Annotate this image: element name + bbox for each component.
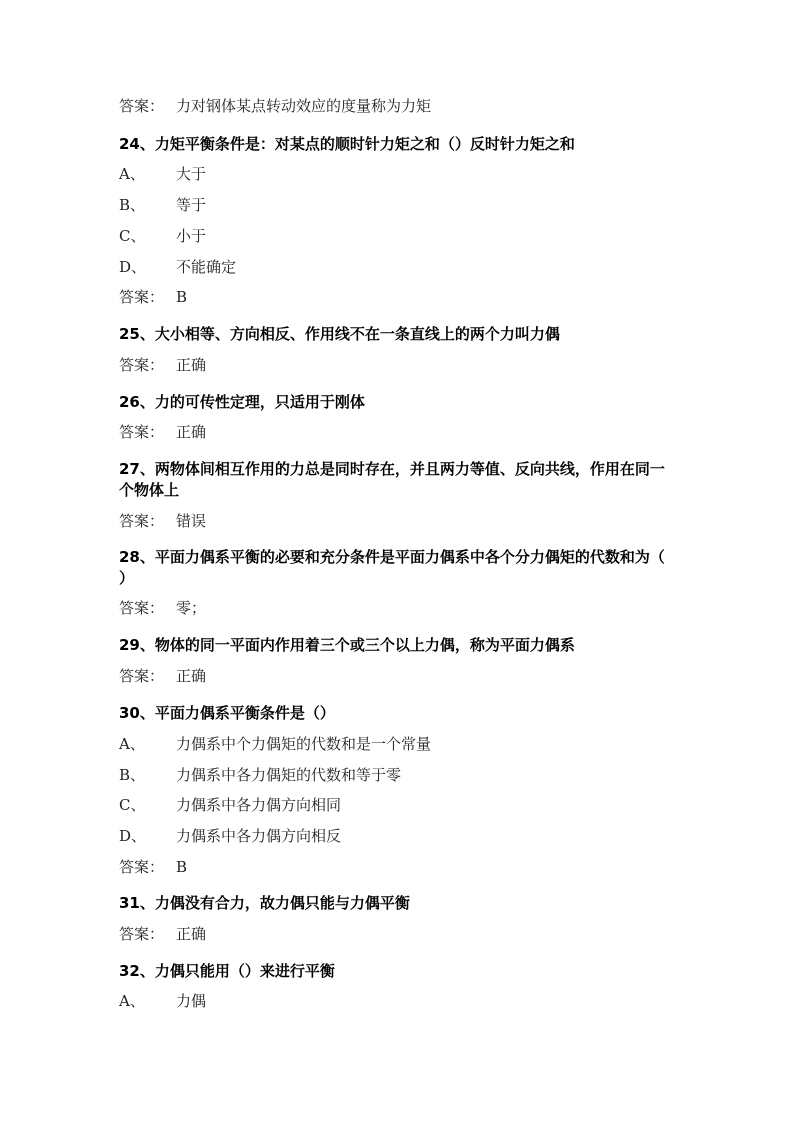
answer-line [119,96,679,116]
option-text: 不能确定 [176,258,237,276]
question-26: 26、力的可传性定理，只适用于刚体 [119,393,365,411]
answer-line [119,924,679,944]
option-a [119,991,679,1011]
option-text: 力偶系中各力偶方向相反 [176,827,342,845]
answer-label: 答案： [119,512,165,530]
answer-value: B [176,858,188,876]
option-b [119,765,679,785]
question-24: 24、力矩平衡条件是：对某点的顺时针力矩之和（）反时针力矩之和 [119,135,575,153]
answer-line [119,598,679,618]
option-text: 力偶 [176,992,207,1010]
option-label: A、 [119,165,145,183]
option-label: D、 [119,258,147,276]
option-c [119,226,679,246]
answer-line [119,355,679,375]
option-text: 力偶系中个力偶矩的代数和是一个常量 [176,735,432,753]
option-label: B、 [119,196,146,214]
answer-value: 力对钢体某点转动效应的度量称为力矩 [176,97,432,115]
option-label: C、 [119,796,146,814]
answer-label: 答案： [119,356,165,374]
question-29: 29、物体的同一平面内作用着三个或三个以上力偶，称为平面力偶系 [119,636,575,654]
option-d [119,257,679,277]
answer-line [119,666,679,686]
answer-label: 答案： [119,925,165,943]
answer-line [119,422,679,442]
answer-line [119,287,679,307]
answer-line [119,511,679,531]
answer-line [119,857,679,877]
question-30: 30、平面力偶系平衡条件是（） [119,704,335,722]
option-b [119,195,679,215]
answer-value: 正确 [176,925,207,943]
option-text: 力偶系中各力偶矩的代数和等于零 [176,766,402,784]
option-label: B、 [119,766,146,784]
option-text: 大于 [176,165,207,183]
answer-label: 答案： [119,423,165,441]
answer-label: 答案： [119,599,165,617]
option-label: A、 [119,992,145,1010]
answer-value: 错误 [176,512,207,530]
question-27: 27、两物体间相互作用的力总是同时存在，并且两力等值、反向共线，作用在同一个物体上 [119,460,665,499]
answer-label: 答案： [119,858,165,876]
answer-label: 答案： [119,97,165,115]
option-text: 小于 [176,227,207,245]
answer-label: 答案： [119,288,165,306]
option-label: A、 [119,735,145,753]
question-28: 28、平面力偶系平衡的必要和充分条件是平面力偶系中各个分力偶矩的代数和为（ ） [119,548,665,587]
answer-label: 答案： [119,667,165,685]
answer-value: 零； [176,599,207,617]
option-text: 等于 [176,196,207,214]
option-a [119,734,679,754]
answer-value: 正确 [176,423,207,441]
question-32: 32、力偶只能用（）来进行平衡 [119,962,335,980]
answer-value: B [176,288,188,306]
option-a [119,164,679,184]
answer-value: 正确 [176,356,207,374]
option-text: 力偶系中各力偶方向相同 [176,796,342,814]
answer-value: 正确 [176,667,207,685]
option-c [119,795,679,815]
option-label: C、 [119,227,146,245]
question-25: 25、大小相等、方向相反、作用线不在一条直线上的两个力叫力偶 [119,325,560,343]
option-d [119,826,679,846]
question-31: 31、力偶没有合力，故力偶只能与力偶平衡 [119,894,410,912]
option-label: D、 [119,827,147,845]
